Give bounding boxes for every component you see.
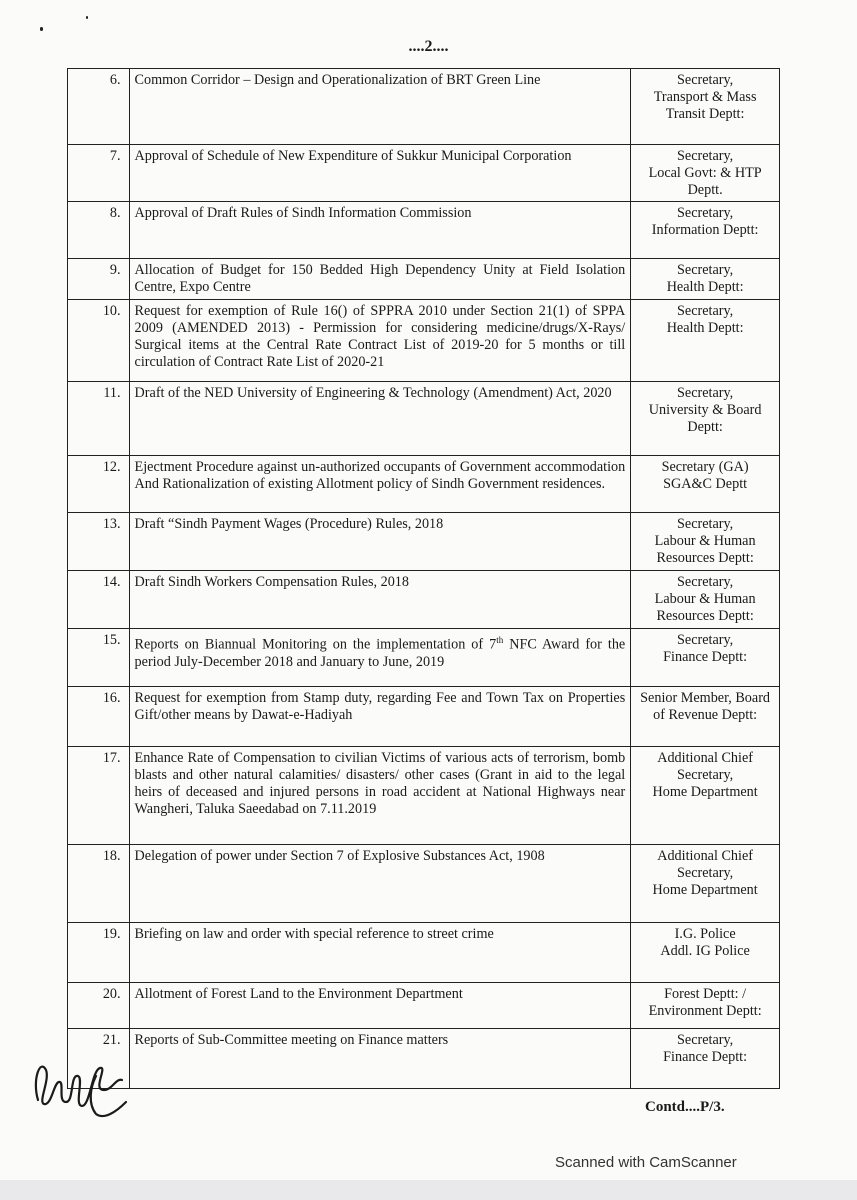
agenda-item: Allotment of Forest Land to the Environment Department bbox=[129, 983, 631, 1029]
department-line: Secretary, bbox=[677, 1032, 734, 1048]
department-line: Secretary, bbox=[677, 865, 734, 881]
department-line: Secretary (GA) bbox=[661, 459, 749, 475]
agenda-item: Approval of Schedule of New Expenditure of Sukkur Municipal Corporation bbox=[129, 145, 631, 202]
item-number: 21. bbox=[68, 1029, 130, 1089]
department-line: Information Deptt: bbox=[651, 222, 759, 238]
responsible-department bbox=[631, 629, 780, 687]
item-number: 9. bbox=[68, 259, 130, 300]
department-line: I.G. Police bbox=[674, 926, 736, 942]
table-row bbox=[68, 202, 780, 259]
item-number: 20. bbox=[68, 983, 130, 1029]
department-line: Resources Deptt: bbox=[656, 608, 754, 624]
item-number: 13. bbox=[68, 513, 130, 571]
camscanner-watermark: Scanned with CamScanner bbox=[555, 1154, 737, 1171]
department-line: Secretary, bbox=[677, 72, 734, 88]
table-row bbox=[68, 145, 780, 202]
agenda-table bbox=[67, 68, 780, 1089]
department-line: Labour & Human bbox=[654, 591, 756, 607]
department-line: Additional Chief bbox=[657, 848, 753, 864]
table-row bbox=[68, 300, 780, 382]
department-line: Labour & Human bbox=[654, 533, 756, 549]
item-number: 11. bbox=[68, 382, 130, 456]
department-line: Resources Deptt: bbox=[656, 550, 754, 566]
department-line: Health Deptt: bbox=[666, 320, 744, 336]
responsible-department bbox=[631, 69, 780, 145]
page-number: ....2.... bbox=[408, 38, 449, 55]
item-number: 7. bbox=[68, 145, 130, 202]
responsible-department bbox=[631, 382, 780, 456]
department-line: Secretary, bbox=[677, 516, 734, 532]
department-line: Secretary, bbox=[677, 148, 734, 164]
department-line: Deptt. bbox=[687, 182, 723, 198]
department-line: Senior Member, Board bbox=[640, 690, 771, 706]
department-line: Environment Deptt: bbox=[648, 1003, 762, 1019]
department-line: Finance Deptt: bbox=[663, 1049, 748, 1065]
responsible-department bbox=[631, 923, 780, 983]
department-line: Finance Deptt: bbox=[663, 649, 748, 665]
item-number: 14. bbox=[68, 571, 130, 629]
table-row bbox=[68, 747, 780, 845]
agenda-item: Delegation of power under Section 7 of Explosive Substances Act, 1908 bbox=[129, 845, 631, 923]
item-number: 15. bbox=[68, 629, 130, 687]
department-line: Forest Deptt: / bbox=[664, 986, 747, 1002]
item-number: 17. bbox=[68, 747, 130, 845]
department-line: Home Department bbox=[652, 784, 758, 800]
table-row bbox=[68, 629, 780, 687]
responsible-department bbox=[631, 983, 780, 1029]
continuation-note: Contd....P/3. bbox=[645, 1099, 725, 1115]
item-number: 18. bbox=[68, 845, 130, 923]
department-line: Local Govt: & HTP bbox=[648, 165, 762, 181]
responsible-department bbox=[631, 300, 780, 382]
department-line: University & Board bbox=[648, 402, 762, 418]
department-line: Secretary, bbox=[677, 205, 734, 221]
department-line: Secretary, bbox=[677, 303, 734, 319]
table-row bbox=[68, 571, 780, 629]
agenda-item: Request for exemption of Rule 16() of SPPRA 2010 under Section 21(1) of SPPA 2009 (AMENDED 2013) - Permission for considering medicine/drugs/X-Rays/ Surgical items at the Central Rate Contract List of 2019-20 for 5 months or till circulation of Contract Rate List of 2020-21 bbox=[129, 300, 631, 382]
agenda-item: Request for exemption from Stamp duty, regarding Fee and Town Tax on Properties Gift/other means by Dawat-e-Hadiyah bbox=[129, 687, 631, 747]
agenda-item: Approval of Draft Rules of Sindh Information Commission bbox=[129, 202, 631, 259]
table-row bbox=[68, 69, 780, 145]
table-row bbox=[68, 687, 780, 747]
table-row bbox=[68, 1029, 780, 1089]
department-line: Secretary, bbox=[677, 574, 734, 590]
agenda-item: Briefing on law and order with special reference to street crime bbox=[129, 923, 631, 983]
department-line: Transit Deptt: bbox=[665, 106, 745, 122]
agenda-item: Common Corridor – Design and Operationalization of BRT Green Line bbox=[129, 69, 631, 145]
item-text-part: Reports on Biannual Monitoring on the implementation of 7 bbox=[134, 636, 497, 653]
item-number: 16. bbox=[68, 687, 130, 747]
agenda-item: Draft of the NED University of Engineering & Technology (Amendment) Act, 2020 bbox=[129, 382, 631, 456]
table-row bbox=[68, 983, 780, 1029]
department-line: Addl. IG Police bbox=[660, 943, 750, 959]
item-number: 6. bbox=[68, 69, 130, 145]
department-line: SGA&C Deptt bbox=[663, 476, 748, 492]
department-line: Health Deptt: bbox=[666, 279, 744, 295]
responsible-department bbox=[631, 456, 780, 513]
agenda-item: Draft Sindh Workers Compensation Rules, 2018 bbox=[129, 571, 631, 629]
department-line: Secretary, bbox=[677, 385, 734, 401]
signature bbox=[30, 1040, 140, 1120]
responsible-department bbox=[631, 202, 780, 259]
table-row bbox=[68, 259, 780, 300]
responsible-department bbox=[631, 845, 780, 923]
superscript-text: th bbox=[496, 635, 504, 645]
item-number: 10. bbox=[68, 300, 130, 382]
item-number: 8. bbox=[68, 202, 130, 259]
item-number: 12. bbox=[68, 456, 130, 513]
department-line: Additional Chief bbox=[657, 750, 753, 766]
responsible-department bbox=[631, 571, 780, 629]
item-number: 19. bbox=[68, 923, 130, 983]
responsible-department bbox=[631, 259, 780, 300]
department-line: Transport & Mass bbox=[653, 89, 757, 105]
scan-speck bbox=[86, 16, 88, 19]
table-row bbox=[68, 456, 780, 513]
department-line: of Revenue Deptt: bbox=[653, 707, 758, 723]
department-line: Home Department bbox=[652, 882, 758, 898]
item-text-part: NFC Award for the period July-December 2018 and January to June, 2019 bbox=[134, 636, 626, 670]
agenda-item: Reports of Sub-Committee meeting on Finance matters bbox=[129, 1029, 631, 1089]
responsible-department bbox=[631, 513, 780, 571]
table-row bbox=[68, 513, 780, 571]
agenda-item: Enhance Rate of Compensation to civilian Victims of various acts of terrorism, bomb blasts and other natural calamities/ disasters/ other cases (Grant in aid to the legal heirs of deceased and injured persons in road accident at National Highways near Wangheri, Taluka Saeedabad on 7.11.2019 bbox=[129, 747, 631, 845]
agenda-item: Allocation of Budget for 150 Bedded High Dependency Unity at Field Isolation Centre, Expo Centre bbox=[129, 259, 631, 300]
agenda-item bbox=[129, 629, 631, 687]
table-row bbox=[68, 382, 780, 456]
responsible-department bbox=[631, 747, 780, 845]
responsible-department bbox=[631, 1029, 780, 1089]
responsible-department bbox=[631, 145, 780, 202]
department-line: Secretary, bbox=[677, 767, 734, 783]
responsible-department bbox=[631, 687, 780, 747]
department-line: Secretary, bbox=[677, 262, 734, 278]
department-line: Secretary, bbox=[677, 632, 734, 648]
agenda-item: Draft “Sindh Payment Wages (Procedure) Rules, 2018 bbox=[129, 513, 631, 571]
agenda-item: Ejectment Procedure against un-authorized occupants of Government accommodation And Rationalization of existing Allotment policy of Sindh Government residences. bbox=[129, 456, 631, 513]
scan-speck bbox=[40, 27, 43, 31]
department-line: Deptt: bbox=[687, 419, 723, 435]
table-row bbox=[68, 923, 780, 983]
table-row bbox=[68, 845, 780, 923]
